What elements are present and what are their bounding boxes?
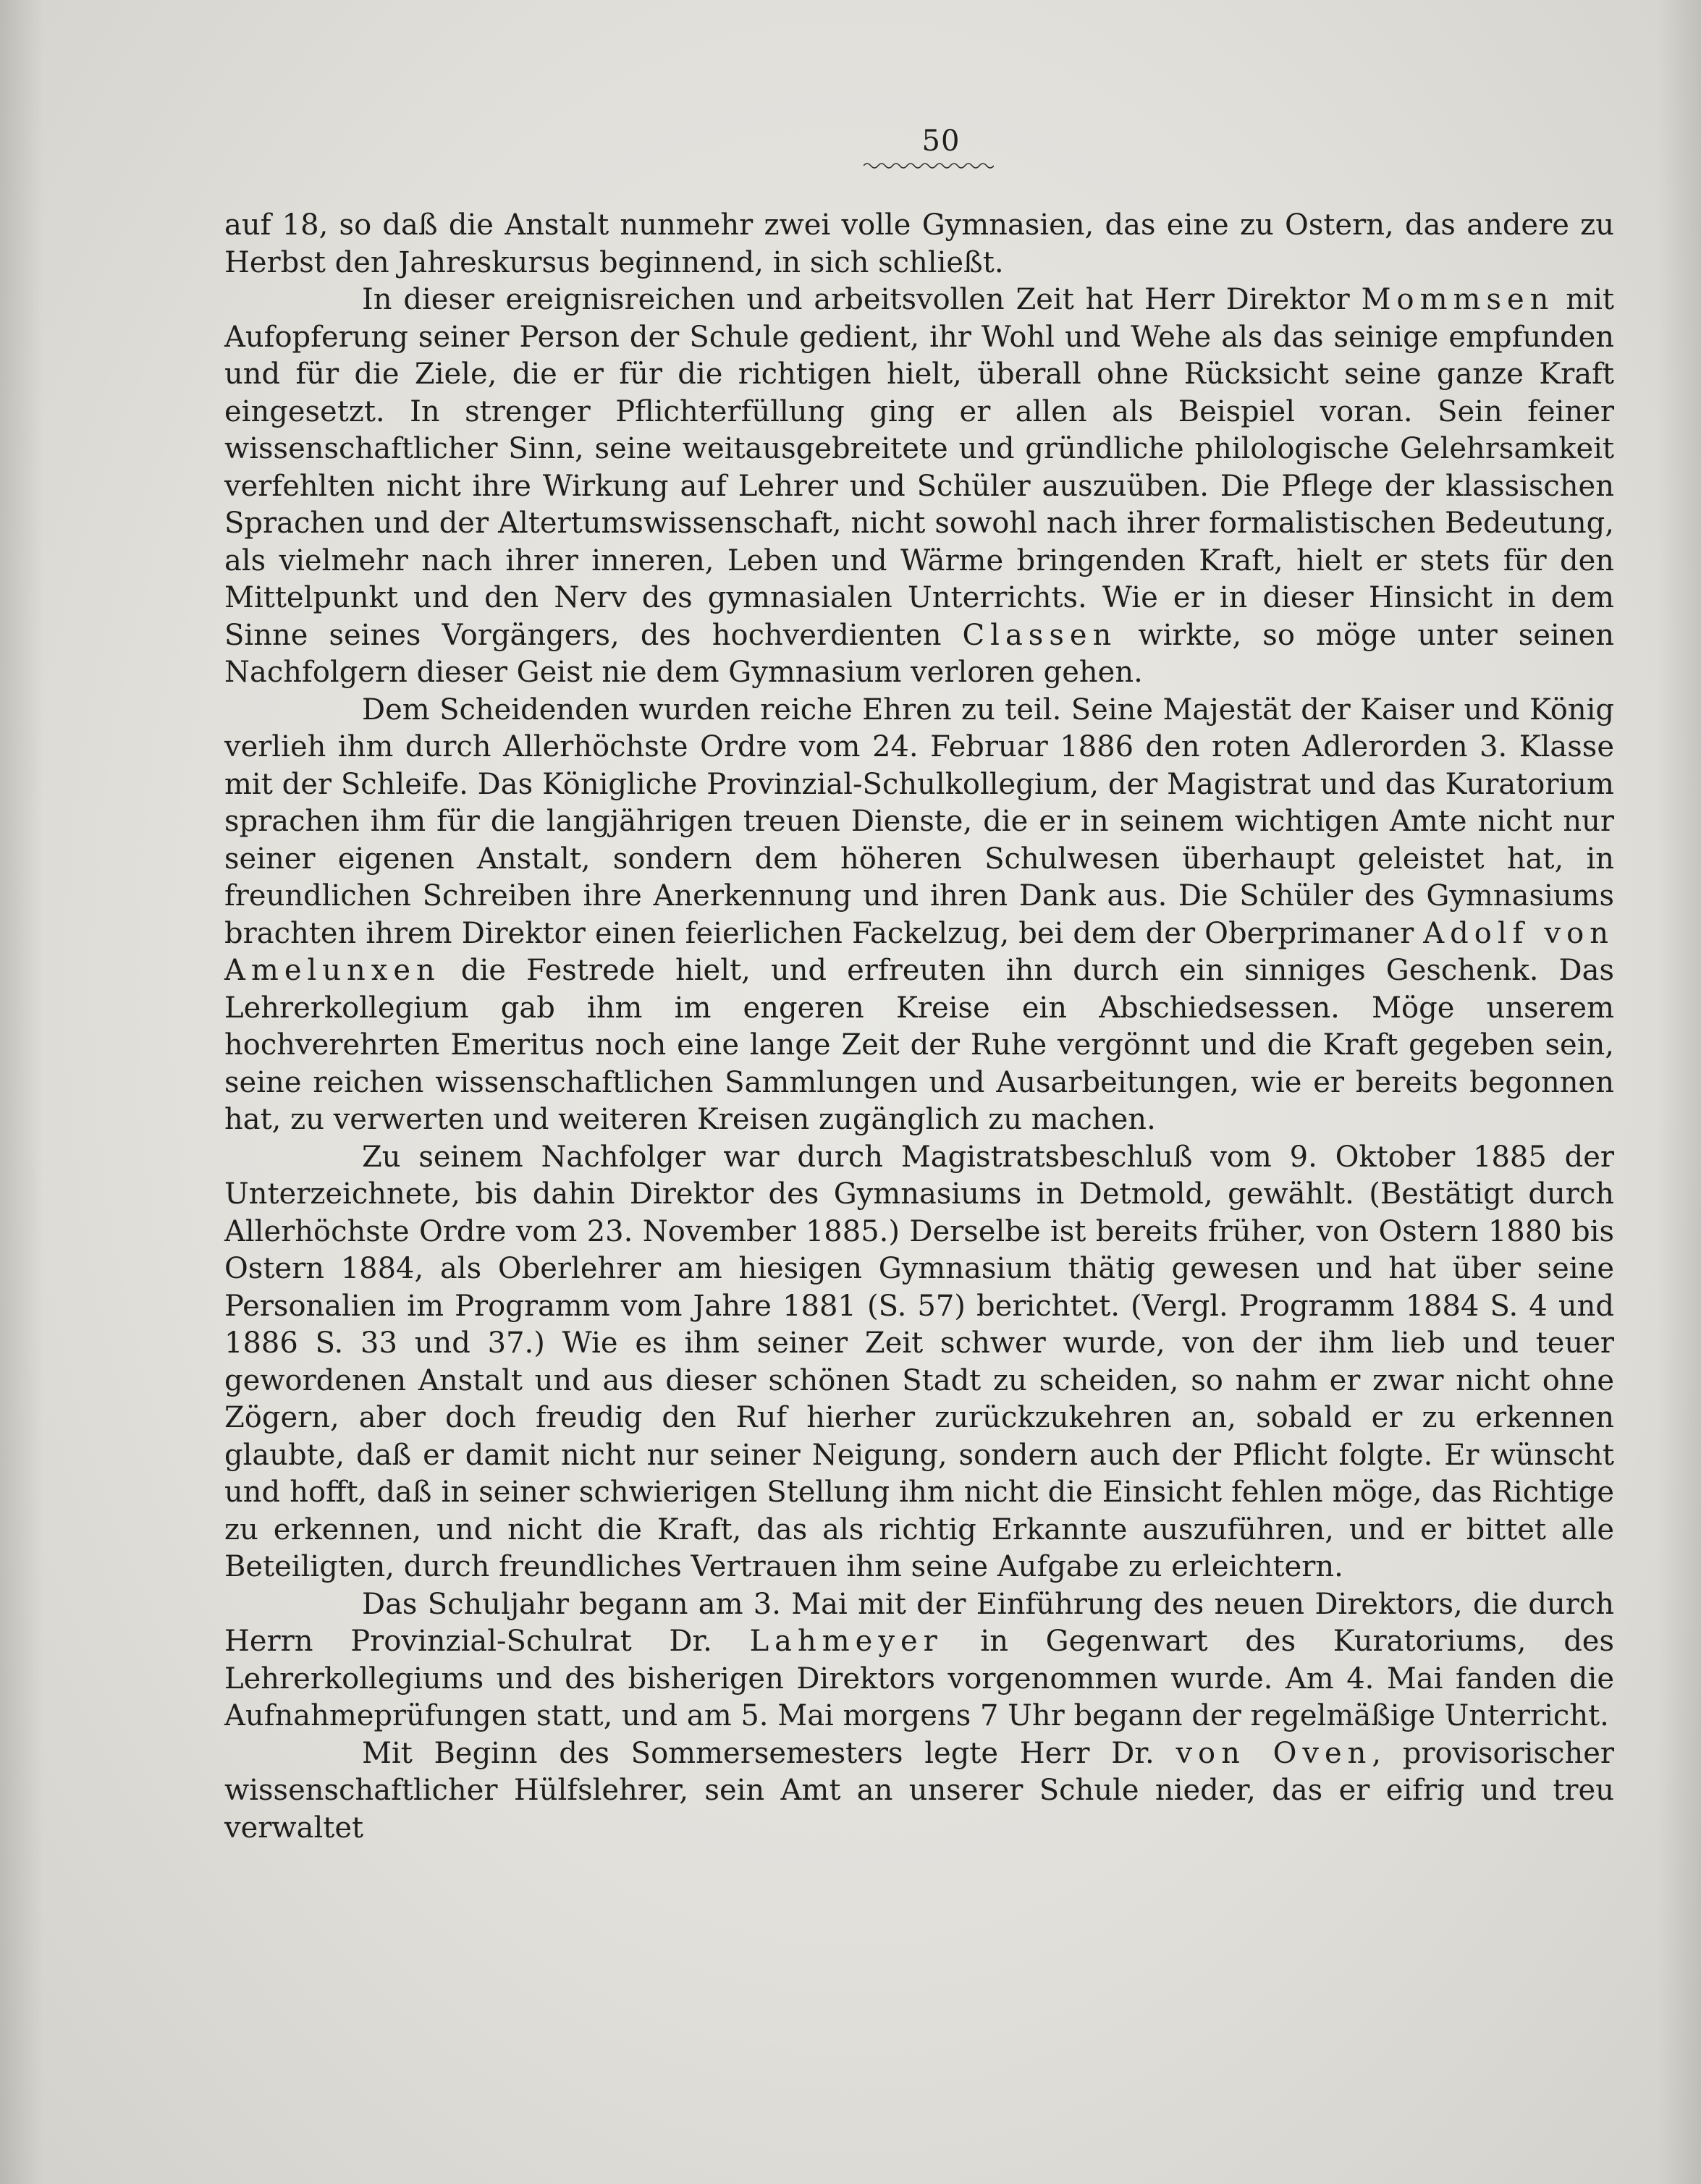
paragraph-6-part-1: Mit Beginn des Sommersemesters legte Herr Dr. <box>362 1736 1176 1770</box>
paragraph-1: auf 18, so daß die Anstalt nunmehr zwei volle Gymnasien, das eine zu Ostern, das andere zu Herbst den Jahreskursus beginnend, in sich schließt. <box>224 208 1614 279</box>
paragraph-3-part-2: die Festrede hielt, und erfreuten ihn durch ein sinniges Geschenk. Das Lehrerkollegium gab ihm im engeren Kreise ein Abschiedsessen. Möge unserem hochverehrten Emeritus noch eine lange Zeit der Ruhe vergönnt und die Kraft gegeben sein, seine reichen wissenschaftlichen Sammlungen und Ausarbeitungen, wie er bereits begonnen hat, zu verwerten und weiteren Kreisen zugänglich zu machen. <box>224 954 1614 1136</box>
paragraph-2-part-3: wirkte, so möge unter seinen Nachfolgern dieser Geist nie dem Gymnasium verloren gehen. <box>224 618 1614 689</box>
paragraph-5-part-2: in Gegenwart des Kuratoriums, des Lehrerkollegiums und des bisherigen Direktors vorgenommen wurde. Am 4. Mai fanden die Aufnahmeprüfungen statt, und am 5. Mai morgens 7 Uhr begann der regelmäßige Unterricht. <box>224 1625 1615 1732</box>
page-edge-shadow-left <box>0 0 43 2184</box>
paragraph-4: Zu seinem Nachfolger war durch Magistratsbeschluß vom 9. Oktober 1885 der Unterzeichnete, bis dahin Direktor des Gymnasiums in Detmold, gewählt. (Bestätigt durch Allerhöchste Ordre vom 23. November 1885.) Derselbe ist bereits früher, von Ostern 1880 bis Ostern 1884, als Oberlehrer am hiesigen Gymnasium thätig gewesen und hat über seine Personalien im Programm vom Jahre 1881 (S. 57) berichtet. (Vergl. Programm 1884 S. 4 und 1886 S. 33 und 37.) Wie es ihm seiner Zeit schwer wurde, von der ihm lieb und teuer gewordenen Anstalt und aus dieser schönen Stadt zu scheiden, so nahm er zwar nicht ohne Zögern, aber doch freudig den Ruf hierher zurückzukehren an, sobald er zu erkennen glaubte, daß er damit nicht nur seiner Neigung, sondern auch der Pflicht folgte. Er wünscht und hofft, daß in seiner schwierigen Stellung ihm nicht die Einsicht fehlen möge, das Richtige zu erkennen, und nicht die Kraft, das als richtig Erkannte auszuführen, und er bittet alle Beteiligten, durch freundliches Vertrauen ihm seine Aufgabe zu erleichtern. <box>224 1140 1614 1583</box>
paragraph-5 <box>224 1586 1614 1735</box>
name-lahmeyer: Lahmeyer <box>749 1625 943 1658</box>
paragraph-2 <box>224 282 1614 692</box>
name-von-oven: von Oven <box>1175 1736 1372 1770</box>
name-amelunxen: Adolf von Amelunxen <box>224 916 1614 987</box>
page-number: 50 <box>921 124 961 158</box>
name-mommsen: Mommsen <box>1361 283 1555 316</box>
body-text <box>224 207 1614 1847</box>
name-classen: Classen <box>962 618 1118 652</box>
page-edge-shadow-right <box>1658 0 1701 2184</box>
paragraph-2-part-2: mit Aufopferung seiner Person der Schule gedient, ihr Wohl und Wehe als das seinige empfunden und für die Ziele, die er für die richtigen hielt, überall ohne Rücksicht seine ganze Kraft eingesetzt. In strenger Pflichterfüllung ging er allen als Beispiel voran. Sein feiner wissenschaftlicher Sinn, seine weitausgebreitete und gründliche philologische Gelehrsamkeit verfehlten nicht ihre Wirkung auf Lehrer und Schüler auszuüben. Die Pflege der klassischen Sprachen und der Altertumswissenschaft, nicht sowohl nach ihrer formalistischen Bedeutung, als vielmehr nach ihrer inneren, Leben und Wärme bringenden Kraft, hielt er stets für den Mittelpunkt und den Nerv des gymnasialen Unterrichts. Wie er in dieser Hinsicht in dem Sinne seines Vorgängers, des hochverdienten <box>224 283 1614 652</box>
page-number-ornament <box>864 161 994 171</box>
paragraph-3-part-1: Dem Scheidenden wurden reiche Ehren zu teil. Seine Majestät der Kaiser und König verlieh ihm durch Allerhöchste Ordre vom 24. Februar 1886 den roten Adlerorden 3. Klasse mit der Schleife. Das Königliche Provinzial-Schulkollegium, der Magistrat und das Kuratorium sprachen ihm für die langjährigen treuen Dienste, die er in seinem wichtigen Amte nicht nur seiner eigenen Anstalt, sondern dem höheren Schulwesen überhaupt geleistet hat, in freundlichen Schreiben ihre Anerkennung und ihren Dank aus. Die Schüler des Gymnasiums brachten ihrem Direktor einen feierlichen Fackelzug, bei dem der Oberprimaner <box>224 693 1614 950</box>
paragraph-5-part-1: Das Schuljahr begann am 3. Mai mit der Einführung des neuen Direktors, die durch Herrn Provinzial-Schulrat Dr. <box>224 1587 1614 1658</box>
paragraph-6-part-2: , provisorischer wissenschaftlicher Hülfslehrer, sein Amt an unserer Schule nieder, das er eifrig und treu verwaltet <box>224 1736 1615 1845</box>
paragraph-2-part-1: In dieser ereignisreichen und arbeitsvollen Zeit hat Herr Direktor <box>362 283 1362 316</box>
paragraph-6 <box>224 1735 1614 1847</box>
paragraph-3 <box>224 692 1614 1139</box>
